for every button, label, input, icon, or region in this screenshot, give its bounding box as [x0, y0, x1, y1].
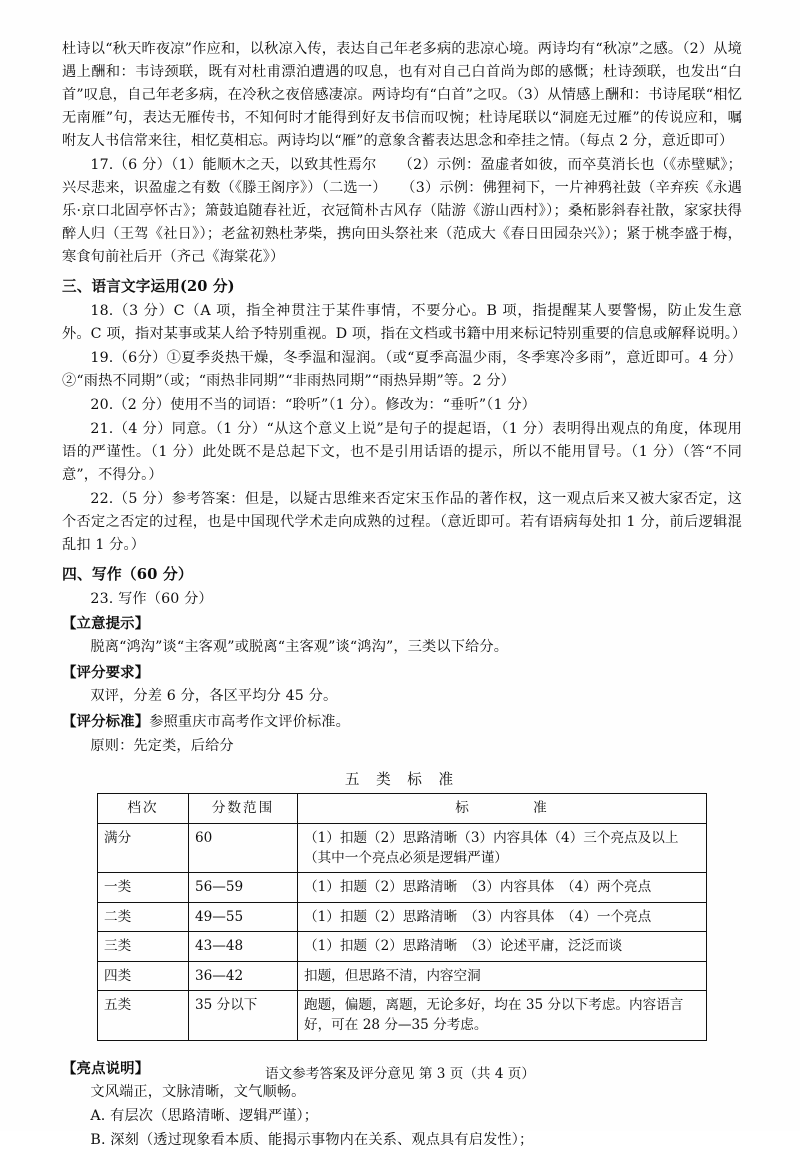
block-line-criteria: 原则：先定类，后给分 [90, 738, 234, 755]
cell-standard: 扣题，但思路不清，内容空洞 [298, 961, 707, 990]
cell-grade: 四类 [98, 961, 189, 990]
cell-range: 36—42 [189, 961, 298, 990]
cell-grade: 满分 [98, 823, 189, 873]
cell-standard: （1）扣题（2）思路清晰 （3）论述平庸，泛泛而谈 [298, 932, 707, 961]
cell-range: 56—59 [189, 873, 298, 902]
highlight-line-b: B. 深刻（透过现象看本质、能揭示事物内在关系、观点具有启发性）； [90, 1132, 534, 1149]
cell-standard: （1）扣题（2）思路清晰 （3）内容具体 （4）一个亮点 [298, 902, 707, 931]
block-title-criteria: 【评分标准】 [62, 713, 150, 731]
paragraph-continued: 杜诗以“秋天昨夜凉”作应和，以秋凉入传，表达自己年老多病的悲凉心境。两诗均有“秋凉”之感。（2）从境遇上酬和：韦诗颈联，既有对杜甫漂泊遭遇的叹息，也有对自己白首尚为郎的感慨；杜诗颈联，也发出“白首”叹息，自己年老多病，在冷秋之夜倍感凄凉。两诗均有“白首”之叹。（3）从情感上酬和：书诗尾联“相忆无南雁”句，表达无雁传书，不知何时才能得到好友书信而叹惋；杜诗尾联以“洞庭无过雁”的传说应和，嘱咐友人书信常来往，相忆莫相忘。两诗均以“雁”的意象含蓄表达思念和牵挂之情。（每点 2 分，意近即可） [62, 41, 742, 149]
answer-item-22: 22.（5 分）参考答案：但是，以疑古思维来否定宋玉作品的著作权，这一观点后来又被大家否定，这个否定之否定的过程，也是中国现代学术走向成熟的过程。（意近即可。若有语病每处扣 1 分，前后逻辑混乱扣 1 分。） [62, 490, 742, 553]
cell-range: 49—55 [189, 902, 298, 931]
table-row [98, 873, 707, 902]
block-title-highlights: 【亮点说明】 [62, 1059, 150, 1077]
table-row [98, 991, 707, 1041]
block-line-requirements: 双评，分差 6 分，各区平均分 45 分。 [90, 688, 338, 705]
table-row [98, 902, 707, 931]
block-inline-criteria: 参照重庆市高考作文评价标准。 [149, 714, 350, 731]
score-table [97, 793, 707, 1041]
cell-standard: 跑题，偏题，离题，无论多好，均在 35 分以下考虑。内容语言好，可在 28 分—35 分考虑。 [298, 991, 707, 1041]
highlight-line-a: A. 有层次（思路清晰、逻辑严谨）； [90, 1108, 319, 1125]
block-line-intent: 脱离“鸿沟”谈“主客观”或脱离“主客观”谈“鸿沟”，三类以下给分。 [90, 638, 509, 655]
block-title-intent: 【立意提示】 [62, 614, 150, 632]
page-footer: 语文参考答案及评分意见 第 3 页（共 4 页） [265, 1066, 535, 1082]
cell-range: 43—48 [189, 932, 298, 961]
cell-range: 60 [189, 823, 298, 873]
cell-standard: （1）扣题（2）思路清晰（3）内容具体（4）三个亮点及以上（其中一个亮点必须是逻辑严谨） [298, 823, 707, 873]
table-header-standard: 标 准 [298, 794, 707, 823]
answer-item-18: 18.（3 分）C（A 项，指全神贯注于某件事情，不要分心。B 项，指提醒某人要警惕，防止发生意外。C 项，指对某事或某人给予特别重视。D 项，指在文档或书籍中用来标记特别重要的信息或解释说明。） [62, 302, 747, 342]
table-header-grade: 档次 [98, 794, 189, 823]
cell-grade: 二类 [98, 902, 189, 931]
block-title-requirements: 【评分要求】 [62, 663, 150, 681]
answer-item-19: 19.（6分）①夏季炎热干燥，冬季温和湿润。（或“夏季高温少雨，冬季寒冷多雨”，意近即可。4 分）②“雨热不同期”（或；“雨热非同期”“非雨热同期”“雨热异期”等。2 分） [62, 349, 742, 389]
cell-standard: （1）扣题（2）思路清晰 （3）内容具体 （4）两个亮点 [298, 873, 707, 902]
document-body [62, 38, 747, 1152]
score-table-title: 五 类 标 准 [344, 771, 460, 789]
answer-item-20: 20.（2 分）使用不当的词语：“聆听”（1 分）。修改为：“垂听”（1 分） [90, 396, 537, 413]
section-heading-4: 四、写作（60 分） [62, 565, 193, 583]
answer-item-17: 17.（6 分）（1）能顺木之天，以致其性焉尔 （2）示例：盈虚者如彼，而卒莫消长也（《赤壁赋》；兴尽悲来，识盈虚之有数（《滕王阁序》）（二选一） （3）示例：佛狸祠下，一片神鸦社鼓（辛弃疾《永遇乐·京口北固亭怀古》；箫鼓追随春社近，衣冠简朴古风存（陆游《游山西村》）；桑柘影斜春社散，家家扶得醉人归（王驾《社日》）；老盆初熟杜茅柴，携向田头祭社来（范成大《春日田园杂兴》）；紧于桃李盛于梅，寒食旬前社后开（齐己《海棠花》） [62, 157, 742, 265]
cell-grade: 五类 [98, 991, 189, 1041]
section-heading-3: 三、语言文字运用(20 分) [62, 278, 235, 295]
highlight-line-0: 文风端正，文脉清晰，文气顺畅。 [90, 1084, 306, 1101]
table-row [98, 932, 707, 961]
writing-item-23: 23. 写作（60 分） [90, 590, 213, 607]
block-title-criteria-row [62, 710, 742, 734]
table-row [98, 961, 707, 990]
cell-grade: 三类 [98, 932, 189, 961]
table-row [98, 823, 707, 873]
cell-grade: 一类 [98, 873, 189, 902]
cell-range: 35 分以下 [189, 991, 298, 1041]
table-header-row [98, 794, 707, 823]
table-header-range: 分数范围 [189, 794, 298, 823]
answer-item-21: 21.（4 分）同意。（1 分）“从这个意义上说”是句子的提起语，（1 分）表明得出观点的角度，体现用语的严谨性。（1 分）此处既不是总起下文，也不是引用话语的提示，所以不能用冒号。（1 分）（答“不同意”，不得分。） [62, 420, 742, 483]
